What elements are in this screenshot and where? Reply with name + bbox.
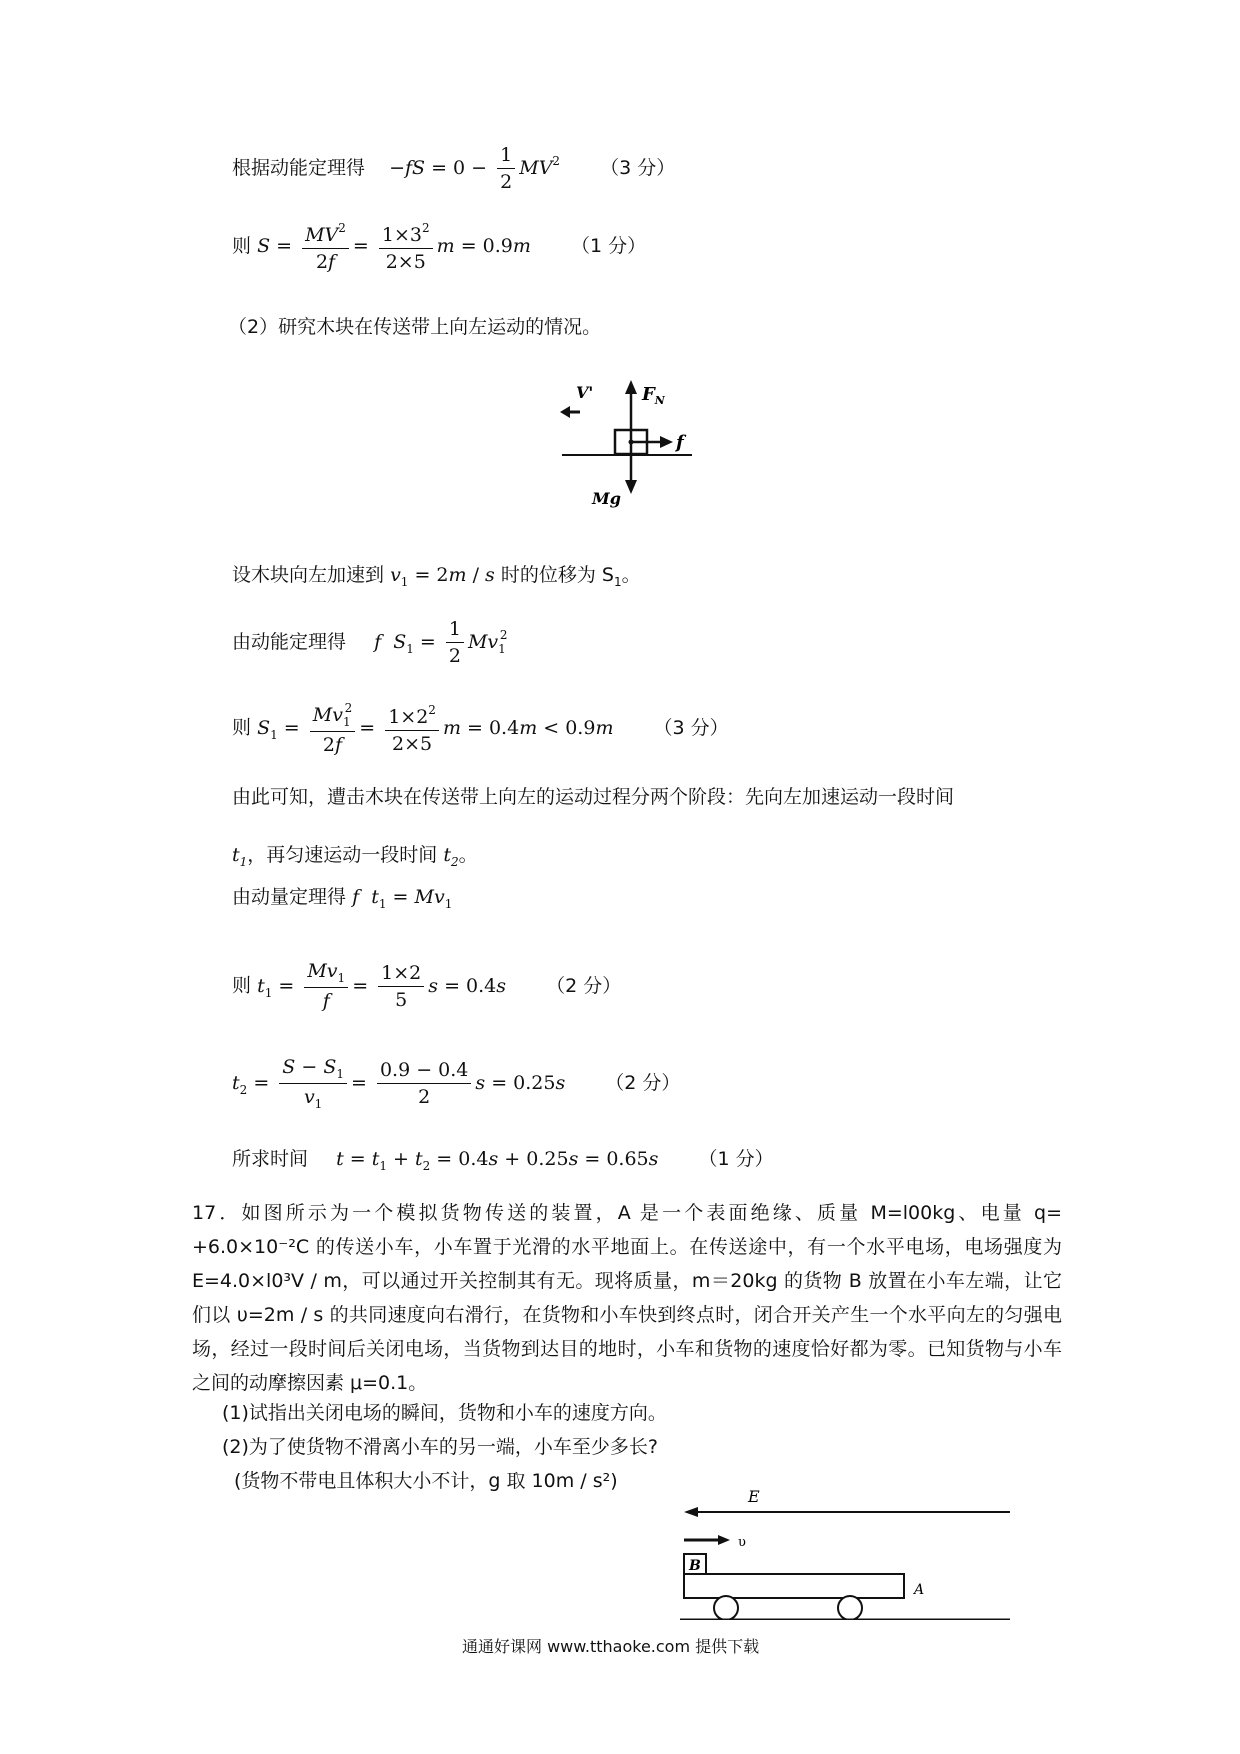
line-prefix: 则: [232, 235, 252, 257]
accel-setup-line: [232, 566, 641, 588]
line-prefix: 则: [232, 716, 252, 739]
velocity-label: V': [576, 383, 594, 402]
friction-label: f: [676, 432, 684, 453]
score: （1 分）: [698, 1148, 774, 1170]
field-label: E: [748, 1487, 760, 1506]
s1-line: [232, 702, 729, 755]
part2-heading: （2）研究木块在传送带上向左运动的情况。: [228, 316, 602, 338]
t2-line: [232, 1058, 680, 1110]
paragraph-text: 由此可知，遭击木块在传送带上向左的运动过程分两个阶段：先向左加速运动一段时间: [232, 786, 955, 808]
score: （3 分）: [653, 716, 729, 739]
paragraph-text: ，再匀速运动一段时间: [247, 844, 438, 866]
subscript: 1: [613, 575, 622, 589]
cart-label: A: [914, 1582, 925, 1598]
equation: f $S_1$ = $\frac{1}{2}$ $Mv_1^2$: [374, 618, 508, 667]
score: （2 分）: [546, 974, 622, 997]
line-label: 根据动能定理得: [232, 157, 366, 179]
equation: $v_1 = 2m / s$: [390, 564, 495, 589]
weight-label: Mg: [592, 489, 621, 508]
cargo-label: B: [689, 1558, 701, 1574]
analysis-paragraph: [232, 768, 1052, 891]
line-text: 时的位移为 S: [500, 564, 614, 586]
velocity-label: υ: [738, 1535, 746, 1550]
distance-line: [232, 222, 646, 272]
energy-theorem-line: [232, 146, 675, 192]
period: 。: [621, 564, 641, 586]
free-body-diagram: [560, 378, 710, 518]
equation: $S_1$ = $\frac{Mv_1^2}{2f}$ = $\frac{1\times 2^2}{2\times 5}$ m = 0.4m < 0.9m: [257, 701, 614, 756]
cart-diagram: [670, 1480, 1020, 1620]
question-2: (2)为了使货物不滑离小车的另一端，小车至少多长?: [222, 1436, 658, 1458]
problem-17-text: 17．如图所示为一个模拟货物传送的装置，A 是一个表面绝缘、质量 M=l00kg、电量 q= +6.0×10⁻²C 的传送小车，小车置于光滑的水平地面上。在传送途中，有一个水平电场，电场强度为 E=4.0×l0³V / m，可以通过开关控制其有无。现将质量，m＝20kg 的货物 B 放置在小车左端，让它们以 υ=2m / s 的共同速度向右滑行，在货物和小车快到终点时，闭合开关产生一个水平向左的匀强电场，经过一段时间后关闭电场，当货物到达目的地时，小车和货物的速度恰好都为零。已知货物与小车之间的动摩擦因素 μ=0.1。: [192, 1202, 1062, 1394]
energy-theorem-line-2: [232, 620, 507, 666]
score: （2 分）: [605, 1072, 681, 1094]
line-label: 由动能定理得: [232, 631, 347, 653]
line-prefix: 则: [232, 974, 252, 997]
equation: f $t_1 = Mv_1$: [352, 886, 453, 911]
footer-credit: 通通好课网 www.tthaoke.com 提供下载: [462, 1637, 760, 1656]
line-label: 所求时间: [232, 1148, 309, 1170]
question-1: (1)试指出关闭电场的瞬间，货物和小车的速度方向。: [222, 1402, 667, 1424]
normal-force-label: $F_N$: [642, 384, 665, 407]
equation: −fS = 0 − $\frac{1}{2}$ $MV^2$: [389, 144, 561, 193]
t1-symbol: $t_1$: [232, 844, 248, 869]
problem-note: (货物不带电且体积大小不计，g 取 10m / s²): [234, 1470, 618, 1492]
momentum-theorem-line: [232, 888, 452, 910]
equation: $t_1$ = $\frac{Mv_1}{f}$ = $\frac{1\times 2}{5}$ s = 0.4s: [257, 960, 507, 1012]
score: （3 分）: [600, 157, 676, 179]
equation: $t_2$ = $\frac{S - S_1}{v_1}$ = $\frac{0.9 - 0.4}{2}$ s = 0.25s: [232, 1056, 566, 1111]
t1-line: [232, 962, 621, 1011]
line-text: 设木块向左加速到: [232, 564, 385, 586]
total-time-line: [232, 1150, 774, 1172]
line-label: 由动量定理得: [232, 886, 347, 908]
equation: S = $\frac{MV^2}{2f}$ = $\frac{1\times 3^2}{2\times 5}$ m = 0.9m: [257, 221, 531, 273]
t2-symbol: $t_2$: [443, 844, 459, 869]
period: 。: [458, 844, 478, 866]
score: （1 分）: [570, 235, 647, 257]
equation: $t = t_1 + t_2 = 0.4s + 0.25s = 0.65s$: [336, 1148, 659, 1173]
